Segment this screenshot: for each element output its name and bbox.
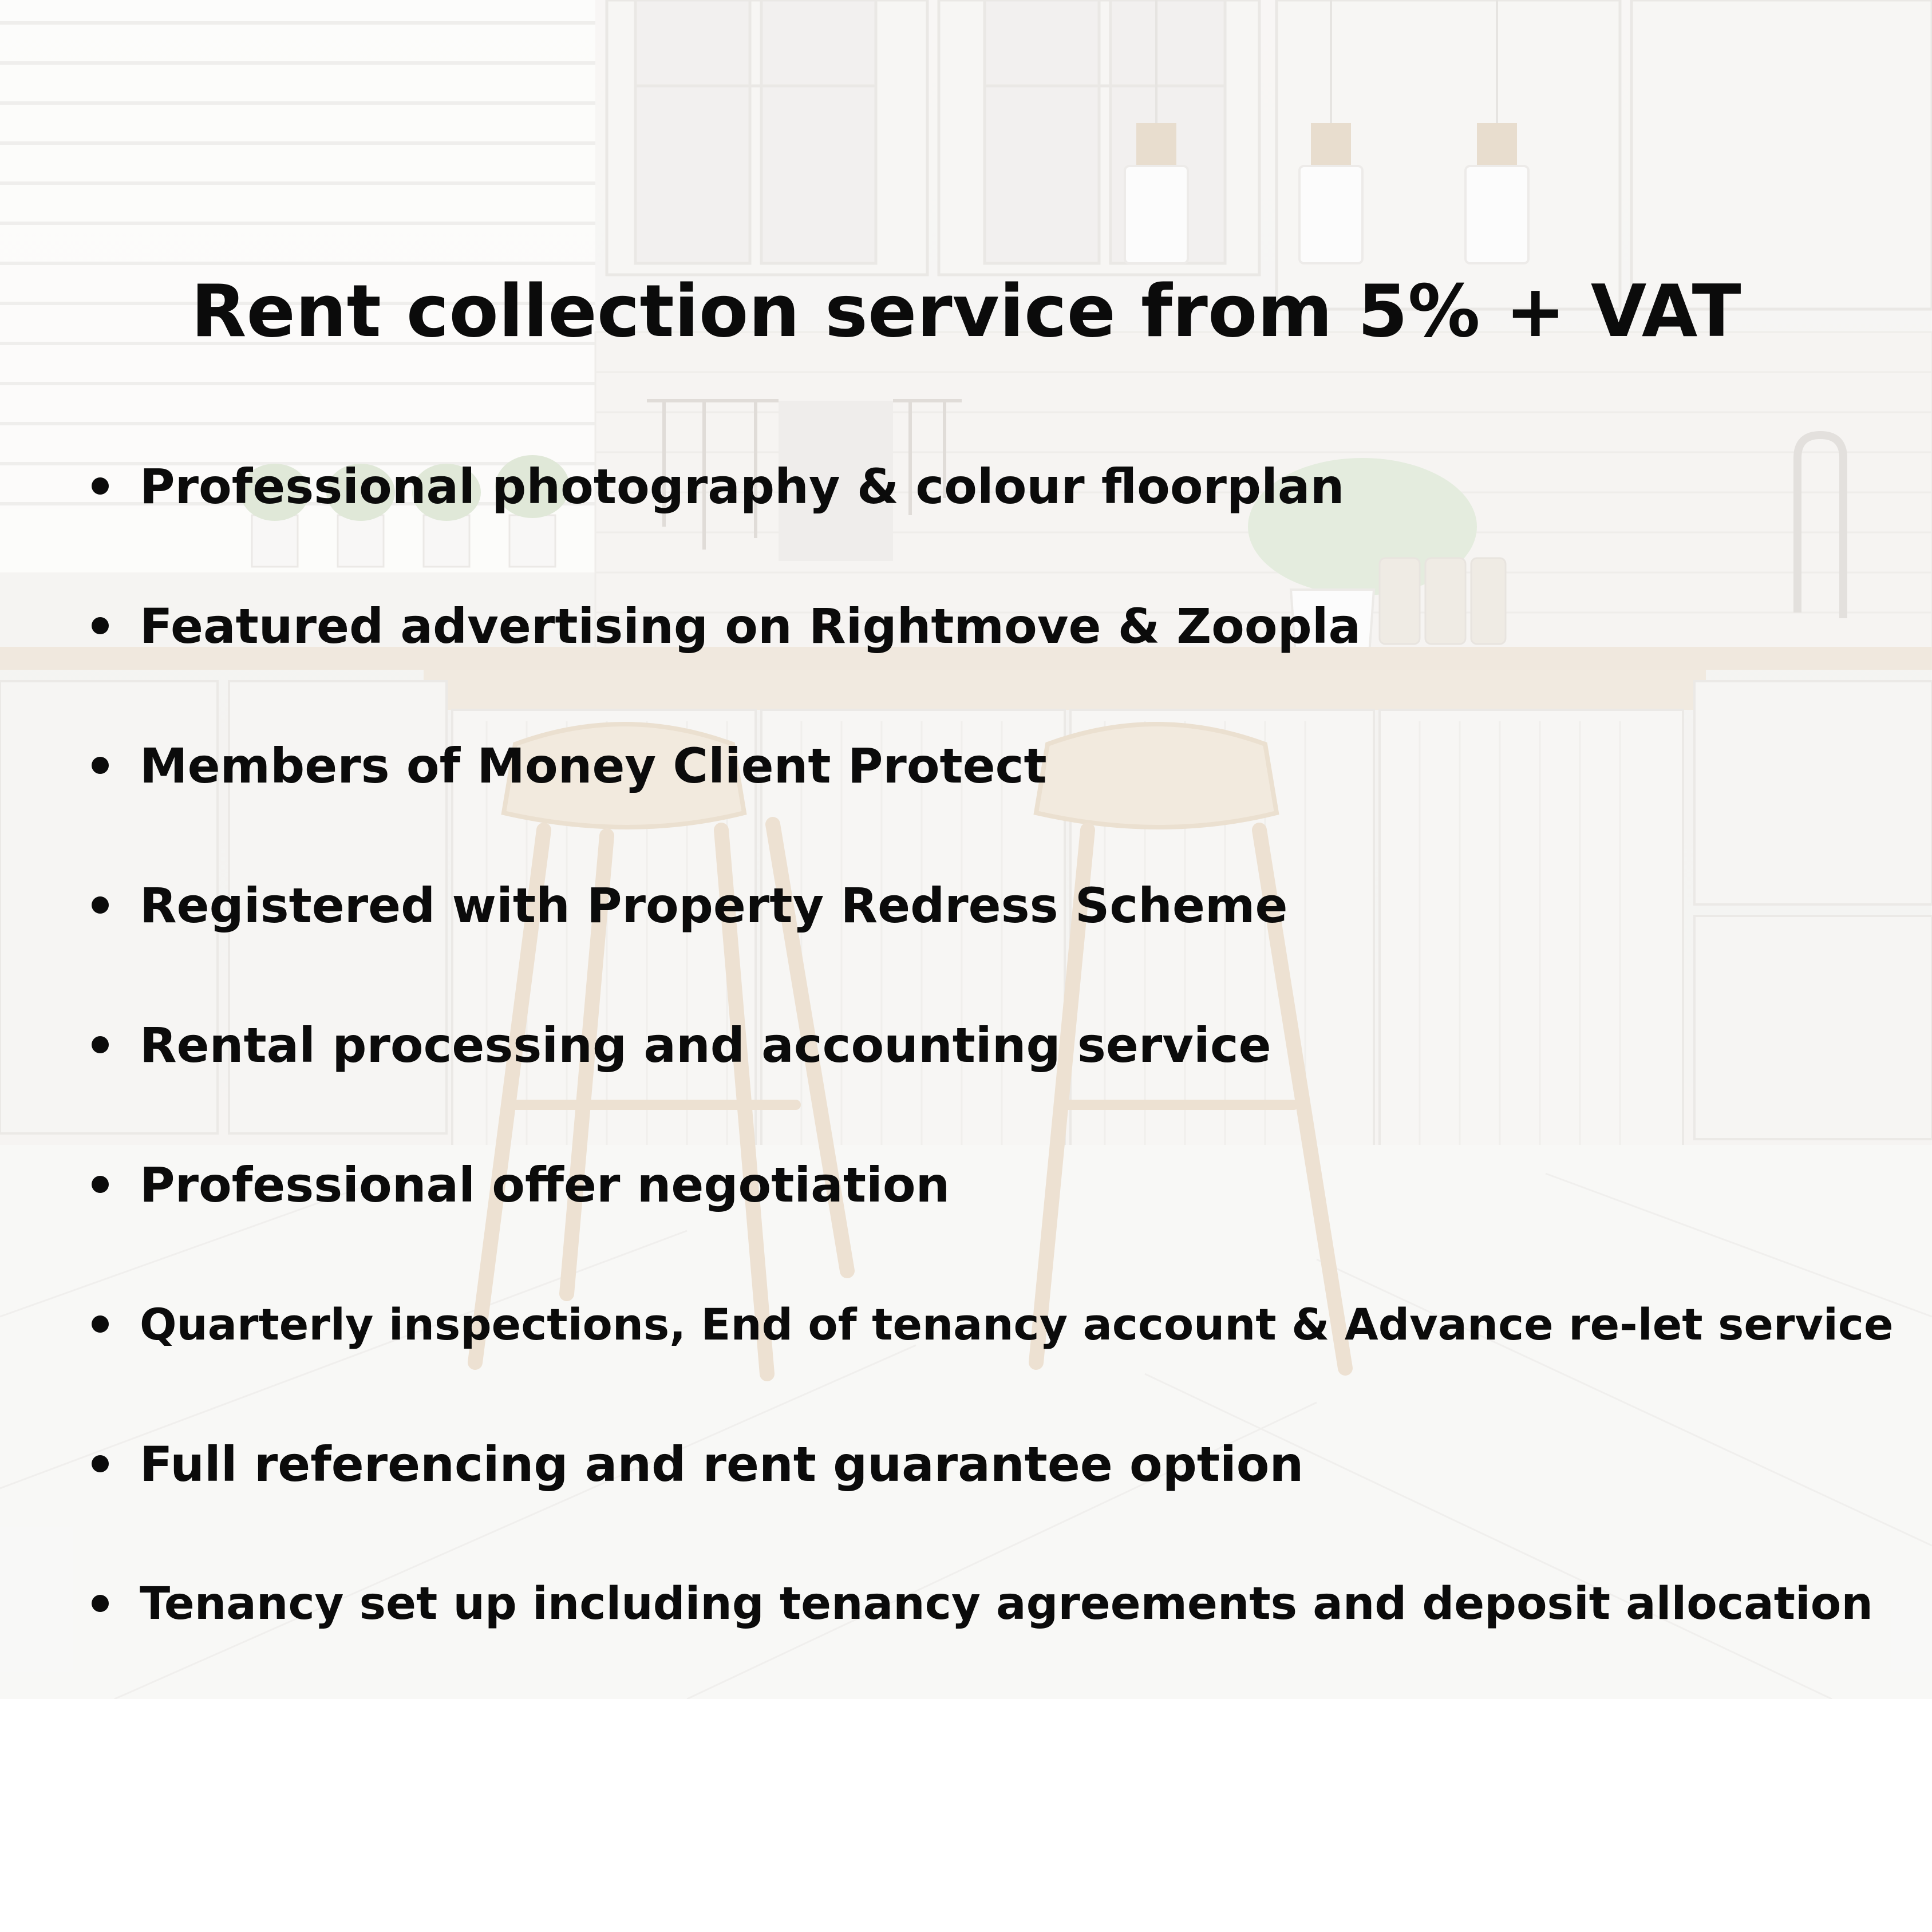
feature-list [92, 458, 1912, 1715]
bullet-icon [92, 1176, 109, 1193]
list-item [92, 737, 1912, 877]
feature-label: Quarterly inspections, End of tenancy account & Advance re-let service [140, 1299, 1894, 1350]
list-item [92, 1575, 1912, 1715]
bullet-icon [92, 757, 109, 774]
feature-label: Full referencing and rent guarantee option [140, 1436, 1304, 1492]
list-item [92, 1296, 1912, 1436]
feature-label: Members of Money Client Protect [140, 738, 1047, 794]
list-item [92, 1436, 1912, 1575]
bullet-icon [92, 896, 109, 914]
page-title: Rent collection service from 5% + VAT [191, 269, 1741, 353]
list-item [92, 458, 1912, 598]
list-item [92, 877, 1912, 1017]
list-item [92, 1017, 1912, 1156]
bullet-icon [92, 1595, 109, 1612]
feature-label: Registered with Property Redress Scheme [140, 878, 1288, 934]
bullet-icon [92, 617, 109, 634]
feature-label: Professional offer negotiation [140, 1157, 950, 1213]
list-item [92, 598, 1912, 737]
bullet-icon [92, 477, 109, 495]
list-item [92, 1156, 1912, 1296]
bullet-icon [92, 1455, 109, 1472]
bullet-icon [92, 1036, 109, 1053]
feature-label: Featured advertising on Rightmove & Zoopla [140, 598, 1361, 654]
bottom-blank-area [0, 1699, 1932, 1932]
feature-label: Rental processing and accounting service [140, 1017, 1271, 1073]
feature-label: Tenancy set up including tenancy agreements and deposit allocation [140, 1578, 1873, 1630]
bullet-icon [92, 1315, 109, 1333]
feature-label: Professional photography & colour floorplan [140, 459, 1345, 515]
